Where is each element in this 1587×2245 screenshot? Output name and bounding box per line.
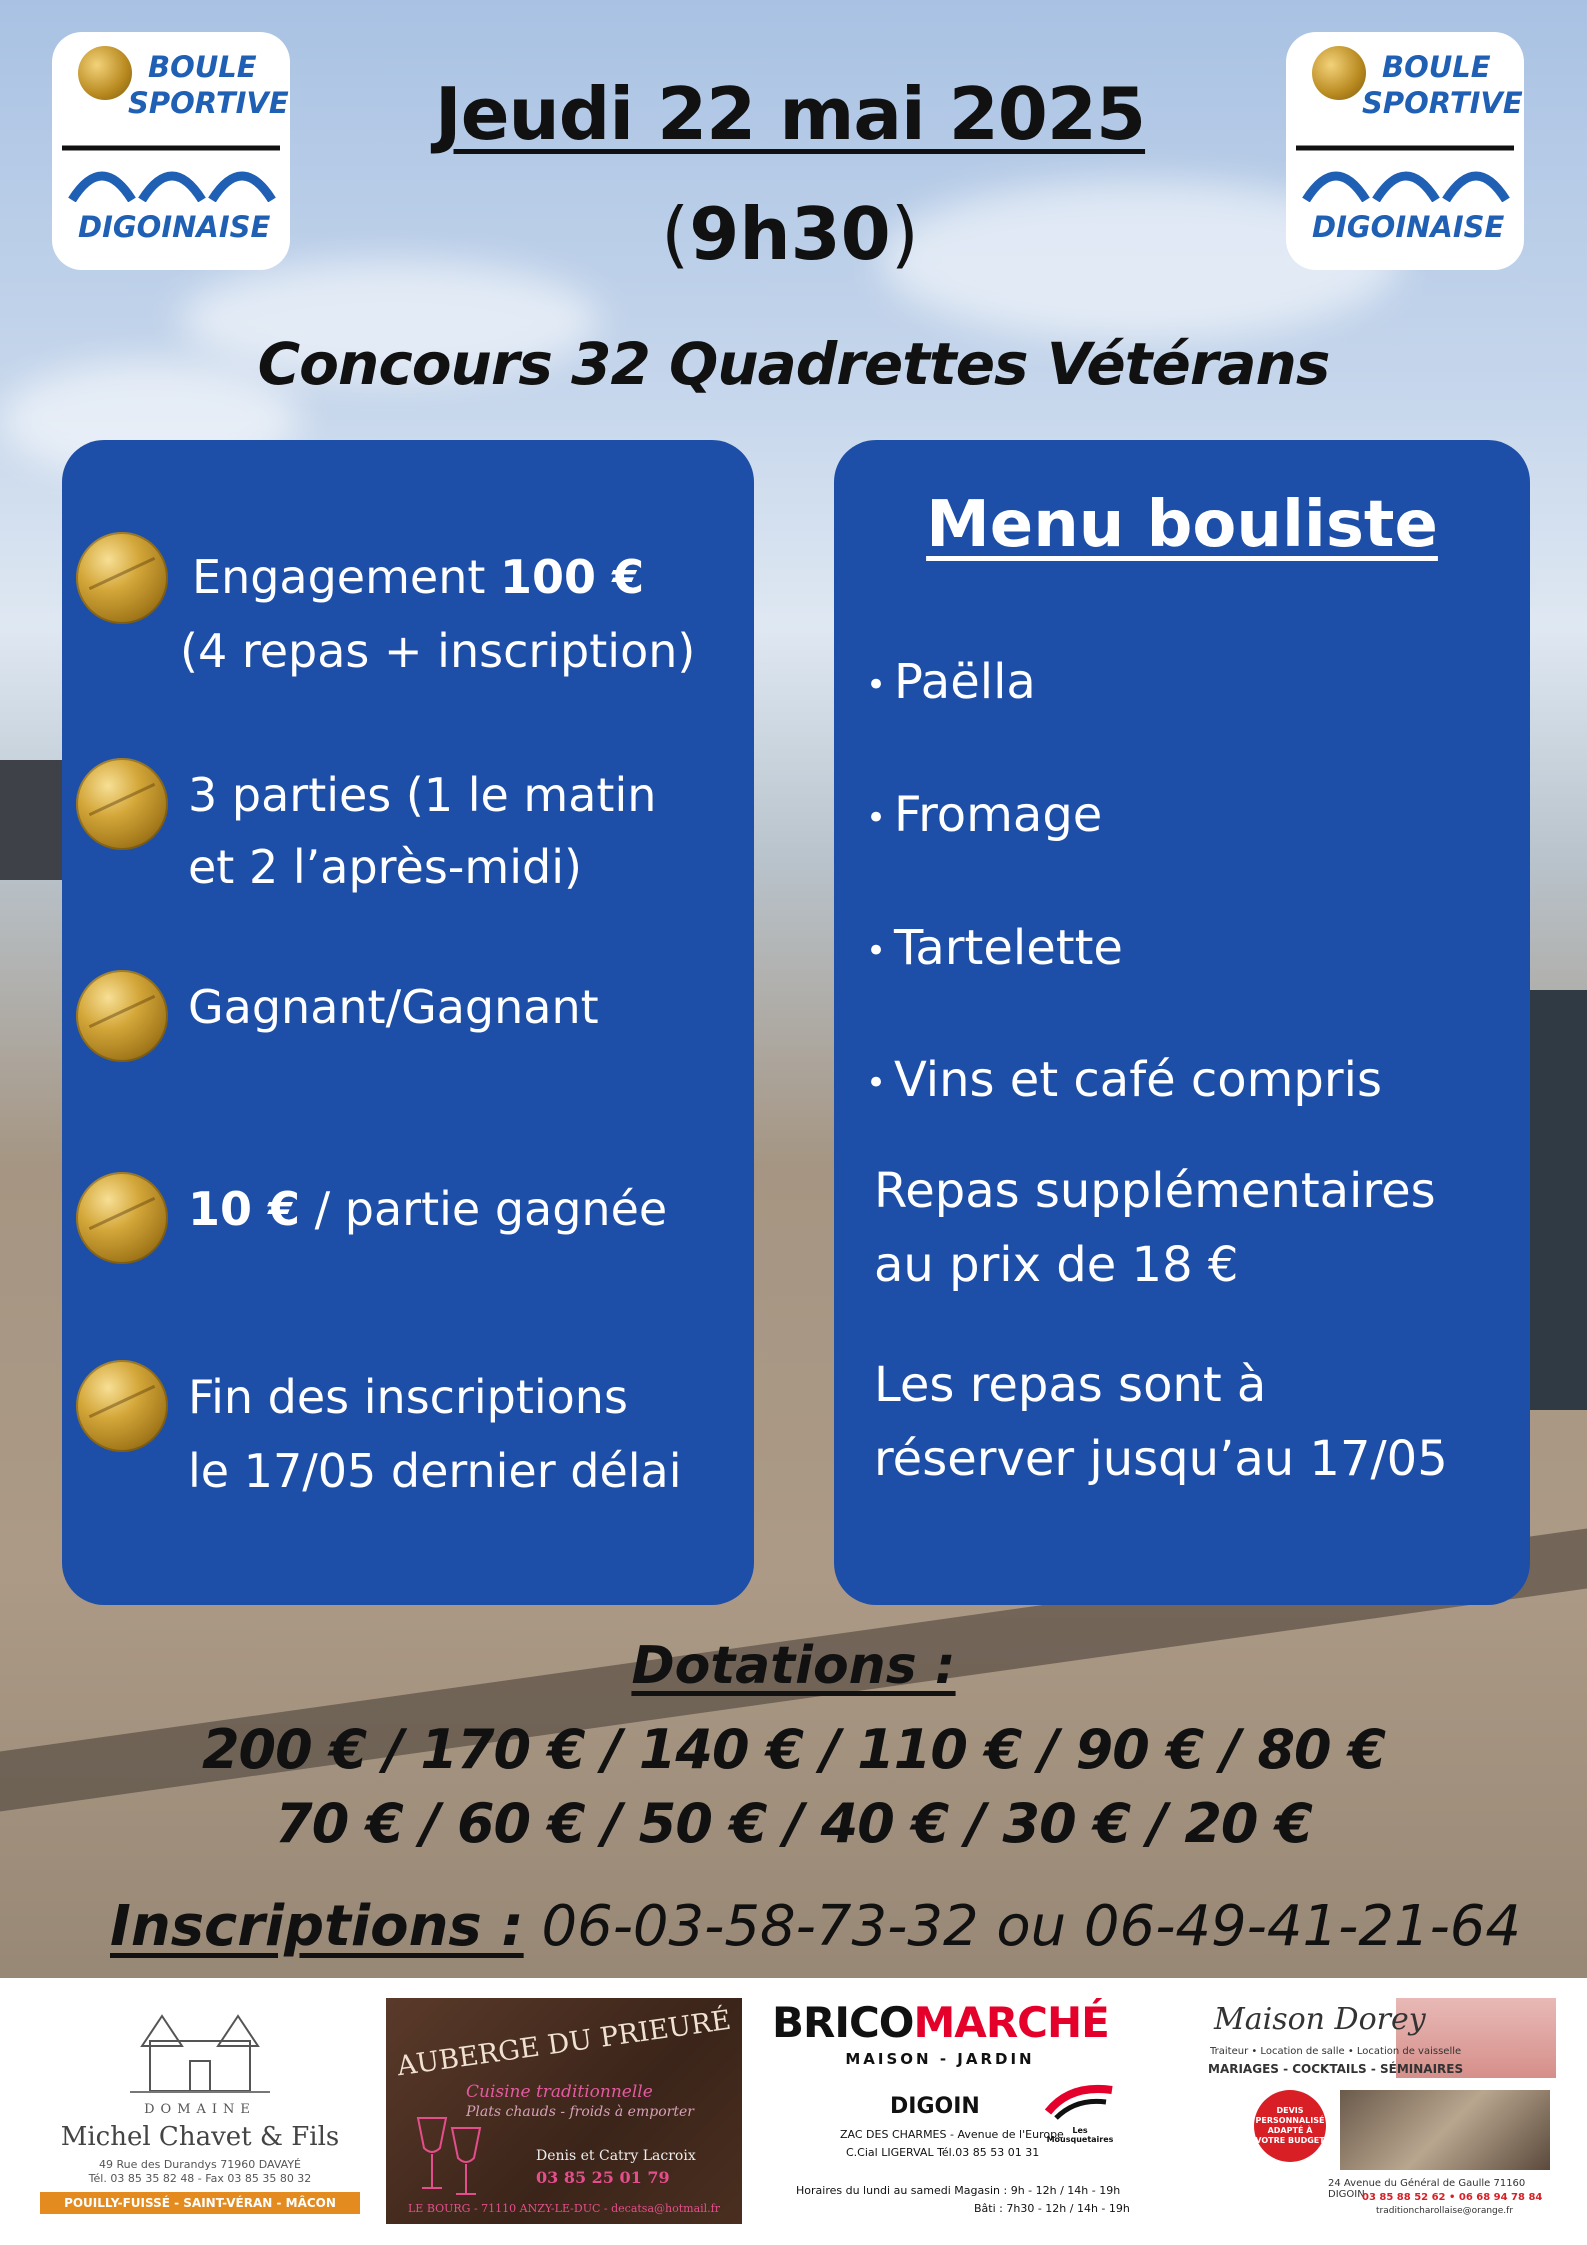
hall-photo bbox=[1340, 2090, 1550, 2170]
sponsor-events: MARIAGES - COCKTAILS - SÉMINAIRES bbox=[1208, 2062, 1464, 2076]
sponsor-tagline-2: Plats chauds - froids à emporter bbox=[466, 2104, 694, 2120]
boule-icon bbox=[76, 1172, 168, 1264]
event-time-value: 9h30 bbox=[689, 192, 891, 276]
boule-icon bbox=[76, 970, 168, 1062]
sponsor-chavet bbox=[40, 1998, 360, 2232]
logo-line-2: SPORTIVE bbox=[1362, 86, 1523, 120]
sponsor-bricomarche bbox=[770, 1998, 1132, 2224]
extra-meal-line: au prix de 18 € bbox=[874, 1237, 1239, 1293]
menu-item: • Paëlla bbox=[894, 654, 1036, 710]
sponsor-tel: 03 85 25 01 79 bbox=[536, 2168, 670, 2187]
brand-tagline: MAISON - JARDIN bbox=[845, 2050, 1035, 2068]
sponsor-tel: C.Cial LIGERVAL Tél.03 85 53 01 31 bbox=[846, 2146, 1040, 2159]
sponsor-auberge bbox=[386, 1998, 742, 2224]
inscriptions-phones: 06-03-58-73-32 ou 06-49-41-21-64 bbox=[523, 1894, 1522, 1959]
club-logo-right bbox=[1286, 32, 1524, 270]
boule-icon bbox=[1312, 46, 1366, 100]
dotations-row: 200 € / 170 € / 140 € / 110 € / 90 € / 80 € bbox=[201, 1718, 1386, 1781]
info-line: Fin des inscriptions bbox=[188, 1370, 628, 1424]
sponsor-email: traditioncharollaise@orange.fr bbox=[1376, 2206, 1514, 2216]
sponsor-name: Maison Dorey bbox=[1214, 2002, 1426, 2037]
logo-line-2: SPORTIVE bbox=[128, 86, 289, 120]
boule-icon bbox=[78, 46, 132, 100]
menu-title: Menu bouliste bbox=[926, 488, 1438, 562]
sponsor-tel: Tél. 03 85 35 82 48 - Fax 03 85 35 80 32 bbox=[88, 2172, 312, 2185]
wine-glasses-icon bbox=[410, 2108, 490, 2198]
info-line bbox=[188, 1172, 667, 1246]
info-line bbox=[192, 540, 644, 614]
boule-icon bbox=[76, 758, 168, 850]
brand-part: MARCHÉ bbox=[913, 1998, 1109, 2047]
castle-icon bbox=[130, 2006, 270, 2096]
logo-line-3: DIGOINAISE bbox=[78, 210, 271, 244]
info-line: le 17/05 dernier délai bbox=[188, 1444, 682, 1498]
sponsor-address: 49 Rue des Durandys 71960 DAVAYÉ bbox=[98, 2158, 301, 2171]
inscriptions-label: Inscriptions : bbox=[110, 1894, 524, 1959]
info-line: (4 repas + inscription) bbox=[180, 624, 696, 678]
logo-line-1: BOULE bbox=[148, 50, 257, 84]
brand-part: BRICO bbox=[772, 1998, 914, 2047]
info-text: Engagement bbox=[192, 550, 501, 604]
info-line: 3 parties (1 le matin bbox=[188, 768, 657, 822]
brand-logo bbox=[772, 1998, 1109, 2047]
info-panel bbox=[62, 440, 754, 1605]
sponsor-tagline: Cuisine traditionnelle bbox=[466, 2082, 653, 2102]
sponsor-name: AUBERGE DU PRIEURÉ bbox=[395, 2004, 733, 2083]
sponsor-city: DIGOIN bbox=[890, 2094, 980, 2119]
logo-line-3: DIGOINAISE bbox=[1312, 210, 1505, 244]
sponsor-address: LE BOURG - 71110 ANZY-LE-DUC - decatsa@hotmail.fr bbox=[407, 2202, 720, 2215]
contest-title: Concours 32 Quadrettes Vétérans bbox=[257, 330, 1330, 398]
boule-icon bbox=[76, 1360, 168, 1452]
sponsor-band: POUILLY-FUISSÉ - SAINT-VÉRAN - MÂCON ROUGE bbox=[40, 2192, 360, 2214]
sponsor-hours-bati: Bâti : 7h30 - 12h / 14h - 19h bbox=[974, 2202, 1130, 2215]
info-price: 10 € bbox=[188, 1182, 301, 1236]
reservation-line: réserver jusqu’au 17/05 bbox=[874, 1431, 1448, 1487]
sponsor-owners: Denis et Catry Lacroix bbox=[536, 2148, 696, 2164]
extra-meal-line: Repas supplémentaires bbox=[874, 1163, 1436, 1219]
sponsor-services: Traiteur • Location de salle • Location de vaisselle bbox=[1210, 2046, 1462, 2057]
sponsor-maison-dorey bbox=[1200, 1998, 1556, 2224]
menu-item: • Fromage bbox=[894, 787, 1102, 843]
paren-open: ( bbox=[661, 192, 690, 276]
reservation-line: Les repas sont à bbox=[874, 1357, 1267, 1413]
sponsor-address: 24 Avenue du Général de Gaulle 71160 DIGOIN bbox=[1328, 2178, 1526, 2200]
club-logo-left bbox=[52, 32, 290, 270]
dotations-title: Dotations : bbox=[631, 1636, 956, 1696]
menu-panel bbox=[834, 440, 1530, 1605]
sponsors-bar bbox=[0, 1978, 1587, 2245]
bridge-arches-icon bbox=[62, 142, 280, 202]
devis-badge: DEVIS PERSONNALISÉ ADAPTÉ À VOTRE BUDGET bbox=[1254, 2090, 1326, 2162]
info-text: / partie gagnée bbox=[300, 1182, 668, 1236]
info-line: et 2 l’après-midi) bbox=[188, 840, 582, 894]
info-line: Gagnant/Gagnant bbox=[188, 980, 599, 1034]
info-price: 100 € bbox=[500, 550, 645, 604]
inscriptions-line bbox=[110, 1894, 1521, 1959]
boule-icon bbox=[76, 532, 168, 624]
sponsor-domaine: DOMAINE bbox=[144, 2102, 256, 2117]
sponsor-hours: Horaires du lundi au samedi Magasin : 9h - 12h / 14h - 19h bbox=[796, 2184, 1121, 2197]
menu-item: • Tartelette bbox=[894, 920, 1123, 976]
sponsor-address: ZAC DES CHARMES - Avenue de l'Europe bbox=[840, 2128, 1064, 2141]
event-time bbox=[400, 192, 1180, 276]
swoosh-icon bbox=[1040, 2082, 1120, 2122]
sponsor-name: Michel Chavet & Fils bbox=[60, 2122, 340, 2152]
paren-close: ) bbox=[890, 192, 919, 276]
event-date: Jeudi 22 mai 2025 bbox=[434, 72, 1146, 156]
mousquetaires-label: Les Mousquetaires bbox=[1046, 2126, 1114, 2144]
bridge-arches-icon bbox=[1296, 142, 1514, 202]
logo-line-1: BOULE bbox=[1382, 50, 1491, 84]
menu-item: • Vins et café compris bbox=[894, 1052, 1382, 1108]
sponsor-tel: 03 85 88 52 62 • 06 68 94 78 84 bbox=[1362, 2192, 1543, 2203]
dotations-row: 70 € / 60 € / 50 € / 40 € / 30 € / 20 € bbox=[275, 1792, 1312, 1855]
